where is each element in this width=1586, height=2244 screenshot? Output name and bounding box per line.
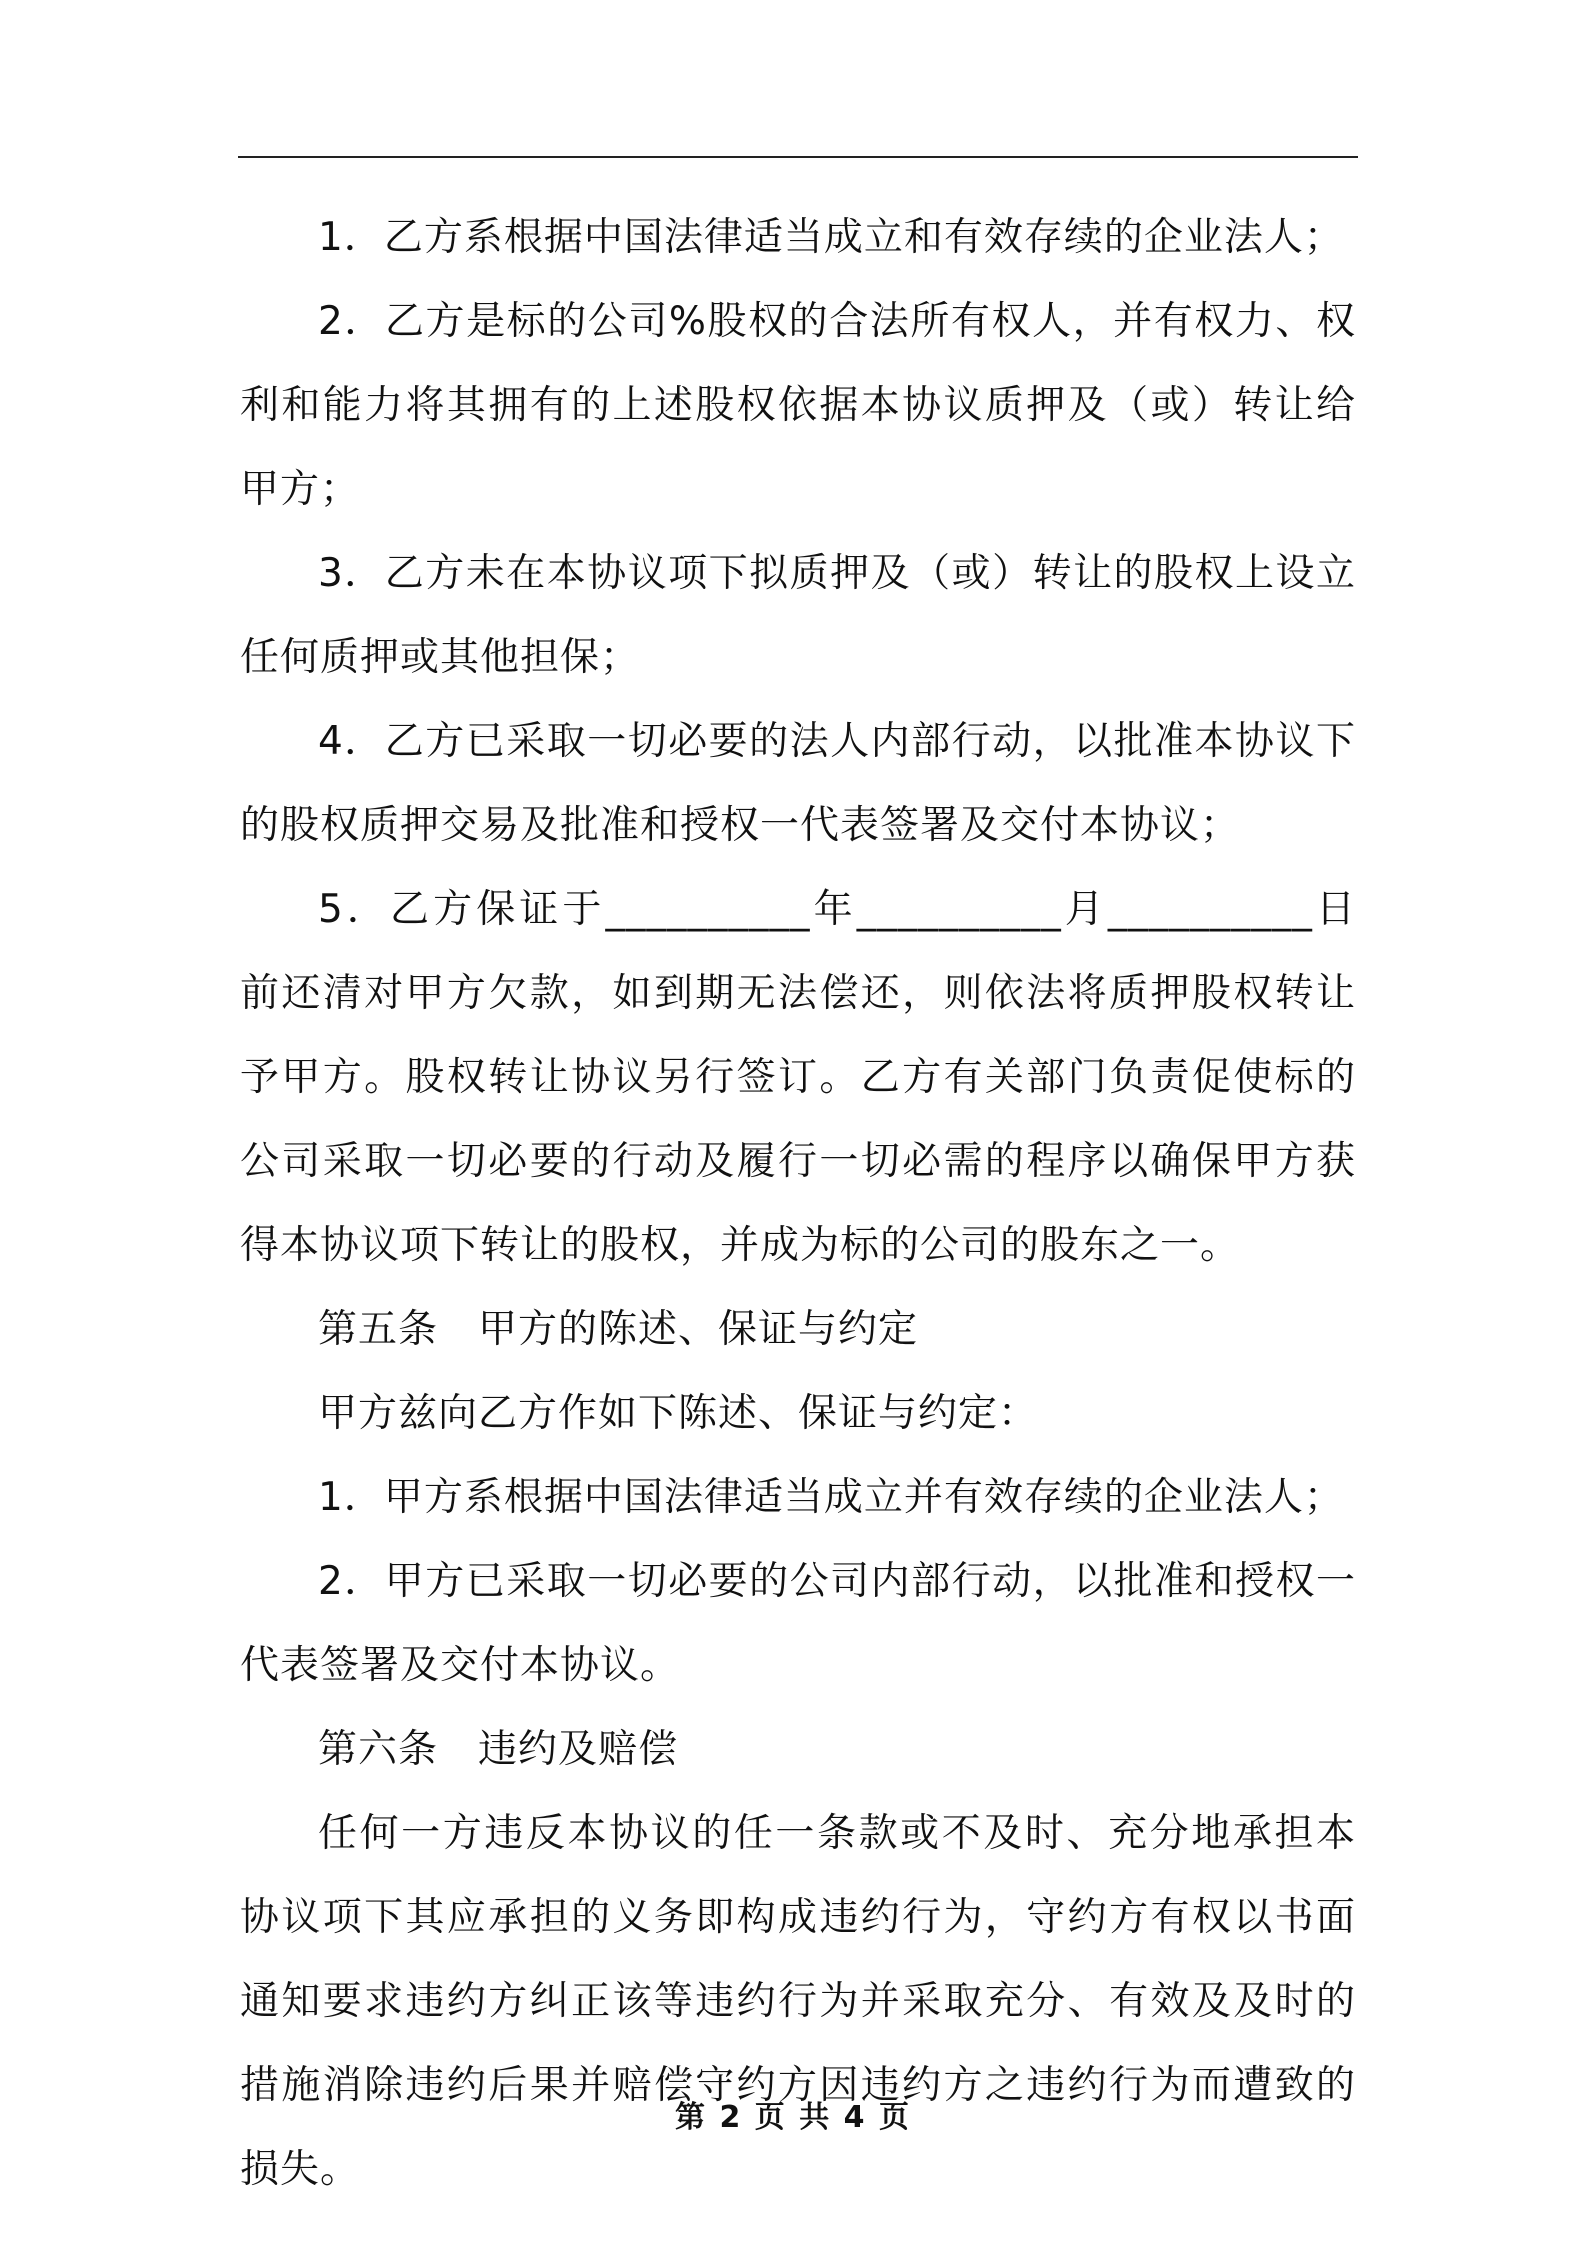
article-6-body: 任何一方违反本协议的任一条款或不及时、充分地承担本协议项下其应承担的义务即构成违约行为，守约方有权以书面通知要求违约方纠正该等违约行为并采取充分、有效及及时的措施消除违约后果并赔偿守约方因违约方之违约行为而遭致的损失。 <box>240 1811 1356 2192</box>
clause-b-item-3: 3．乙方未在本协议项下拟质押及（或）转让的股权上设立任何质押或其他担保； <box>240 551 1356 680</box>
article-5-heading: 第五条 甲方的陈述、保证与约定 <box>318 1307 919 1352</box>
document-body <box>240 196 1356 2212</box>
clause-b-item-1: 1．乙方系根据中国法律适当成立和有效存续的企业法人； <box>318 215 1344 260</box>
page-number-footer: 第 2 页 共 4 页 <box>675 2100 911 2135</box>
article-6-heading: 第六条 违约及赔偿 <box>318 1727 679 1772</box>
article-5-item-2: 2．甲方已采取一切必要的公司内部行动，以批准和授权一代表签署及交付本协议。 <box>240 1559 1356 1688</box>
article-5-intro: 甲方兹向乙方作如下陈述、保证与约定： <box>318 1391 1039 1436</box>
clause-b-item-4: 4．乙方已采取一切必要的法人内部行动，以批准本协议下的股权质押交易及批准和授权一代表签署及交付本协议； <box>240 719 1356 848</box>
header-rule <box>238 156 1358 158</box>
clause-b-item-2: 2．乙方是标的公司%股权的合法所有权人，并有权力、权利和能力将其拥有的上述股权依据本协议质押及（或）转让给甲方； <box>240 299 1356 512</box>
article-5-item-1: 1．甲方系根据中国法律适当成立并有效存续的企业法人； <box>318 1475 1344 1520</box>
clause-b-item-5: 5．乙方保证于__________年__________月__________日前还清对甲方欠款，如到期无法偿还，则依法将质押股权转让予甲方。股权转让协议另行签订。乙方有关部门负责促使标的公司采取一切必要的行动及履行一切必需的程序以确保甲方获得本协议项下转让的股权，并成为标的公司的股东之一。 <box>240 887 1356 1268</box>
